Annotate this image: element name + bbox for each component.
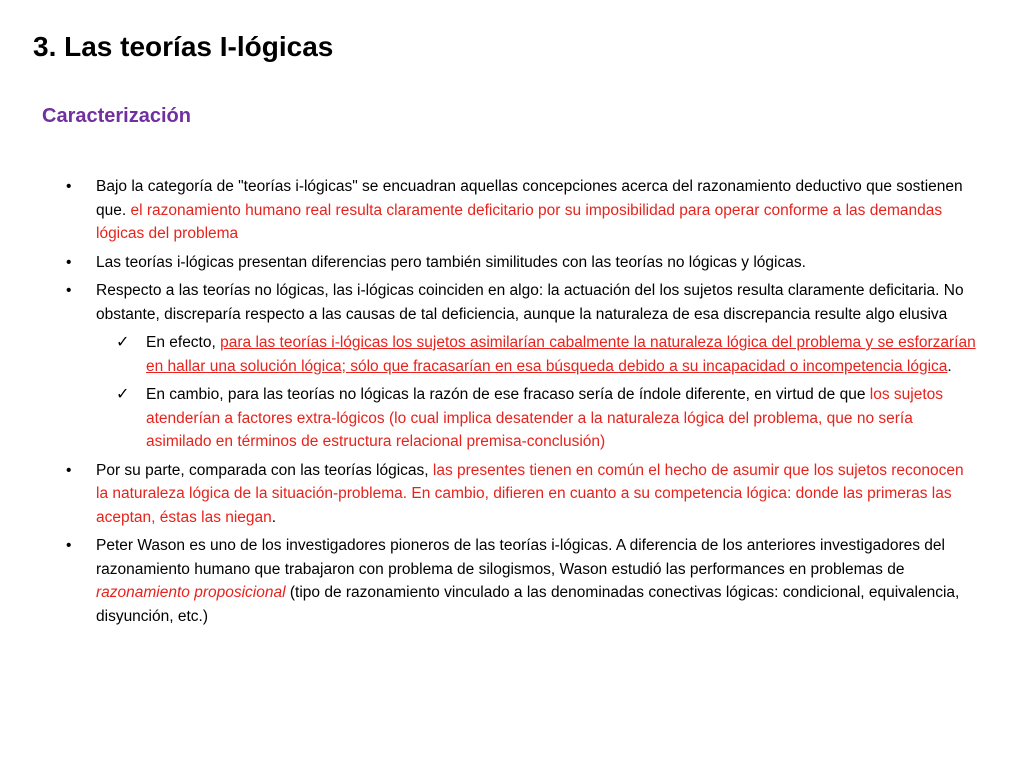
highlighted-text: los sujetos atenderían a factores extra-lógicos (lo cual implica desatender a la naturaleza lógica del problema, que no sería asimilado en términos de estructura relacional premisa-conclusión) bbox=[146, 386, 944, 450]
highlighted-italic-text: razonamiento proposicional bbox=[96, 584, 286, 601]
text-segment: . bbox=[271, 508, 277, 526]
bullet-dot-icon: • bbox=[66, 178, 72, 195]
bullet-item bbox=[66, 251, 978, 275]
text-segment: Por su parte, comparada con las teorías lógicas, bbox=[96, 461, 433, 479]
bullet-item bbox=[66, 459, 978, 530]
highlighted-text: el razonamiento humano real resulta claramente deficitario por su imposibilidad para operar conforme a las demandas lógicas del problema bbox=[96, 201, 943, 242]
bullet-item bbox=[66, 279, 978, 326]
bullet-item bbox=[66, 175, 978, 246]
text-segment: Peter Wason es uno de los investigadores pioneros de las teorías i-lógicas. A diferencia de los anteriores investigadores del razonamiento humano que trabajaron con problema de silogismos, Wason estudió las performances en problemas de bbox=[96, 537, 945, 578]
bullet-dot-icon: • bbox=[66, 253, 72, 271]
bullet-dot-icon: • bbox=[66, 461, 72, 479]
bullet-list bbox=[66, 175, 978, 633]
slide-subtitle: Caracterización bbox=[42, 105, 191, 127]
sub-bullet-item bbox=[66, 331, 978, 378]
text-segment: Las teorías i-lógicas presentan diferencias pero también similitudes con las teorías no lógicas y lógicas. bbox=[96, 253, 806, 271]
sub-bullet-item bbox=[66, 383, 978, 454]
highlighted-underlined-text: para las teorías i-lógicas los sujetos asimilarían cabalmente la naturaleza lógica del problema y se esforzarían en hallar una solución lógica; sólo que fracasarían en esa búsqueda debido a su incapacidad o incompetencia lógica bbox=[146, 334, 976, 375]
text-segment: Bajo la categoría de "teorías i-lógicas" se encuadran aquellas concepciones acerca del razonamiento deductivo que sostienen que. bbox=[96, 178, 963, 219]
bullet-item bbox=[66, 534, 978, 628]
highlighted-text: las presentes tienen en común el hecho de asumir que los sujetos reconocen la naturaleza lógica de la situación-problema. En cambio, difieren en cuanto a su competencia lógica: donde las primeras las aceptan, éstas las niegan bbox=[96, 461, 964, 526]
text-segment: En cambio, para las teorías no lógicas la razón de ese fracaso sería de índole diferente, en virtud de que bbox=[146, 386, 870, 403]
text-segment: En efecto, bbox=[146, 334, 221, 351]
checkmark-icon: ✓ bbox=[116, 386, 130, 403]
text-segment: . bbox=[947, 357, 952, 375]
slide-title: 3. Las teorías I-lógicas bbox=[33, 31, 334, 62]
text-segment: Respecto a las teorías no lógicas, las i-lógicas coinciden en algo: la actuación del los sujetos resulta claramente deficitaria. No obstante, discreparía respecto a las causas de tal deficiencia, aunque la naturaleza de esa discrepancia resulte algo elusiva bbox=[96, 282, 964, 323]
bullet-dot-icon: • bbox=[66, 537, 72, 554]
checkmark-icon: ✓ bbox=[116, 334, 130, 351]
text-segment: (tipo de razonamiento vinculado a las denominadas conectivas lógicas: condicional, equivalencia, disyunción, etc.) bbox=[96, 584, 960, 625]
bullet-dot-icon: • bbox=[66, 282, 72, 299]
